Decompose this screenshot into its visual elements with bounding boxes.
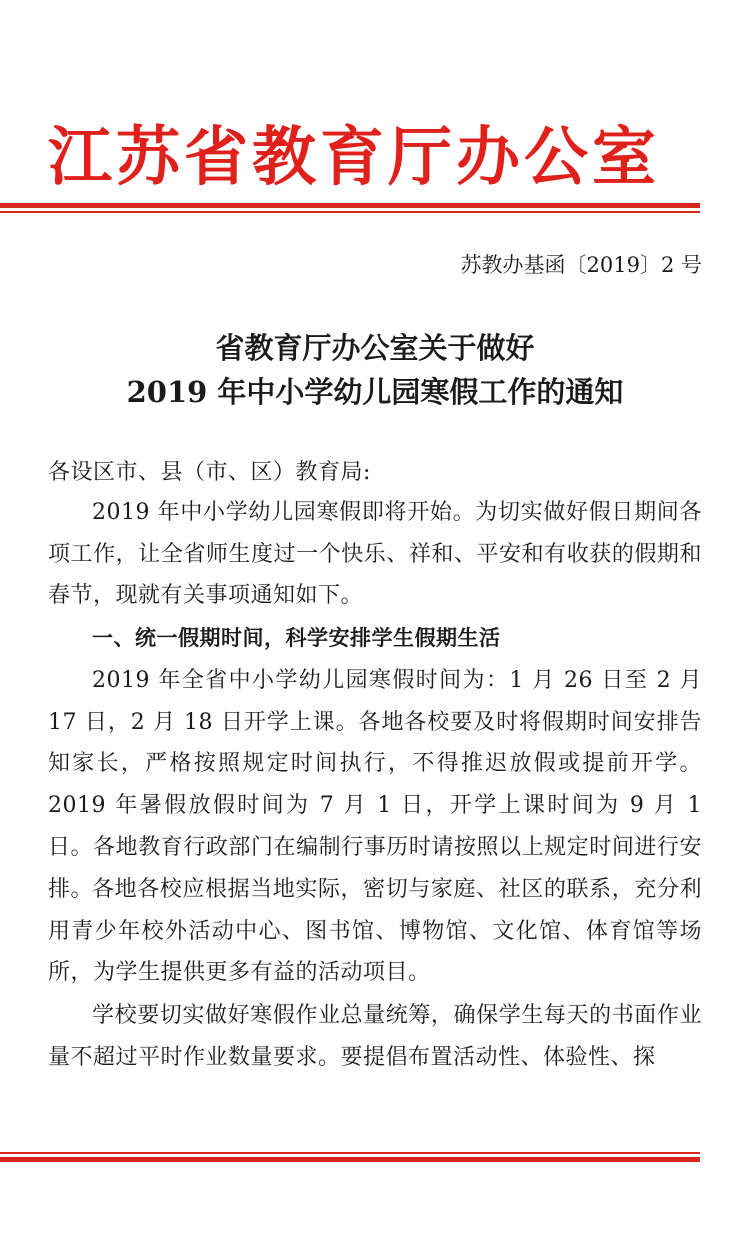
paragraph-intro: 2019 年中小学幼儿园寒假即将开始。为切实做好假日期间各项工作，让全省师生度过一个快乐、祥和、平安和有收获的假期和春节，现就有关事项通知如下。 [48, 500, 702, 609]
footer-rule-thin [0, 1152, 700, 1154]
footer-rule-thick [0, 1157, 700, 1162]
paragraph-holiday-dates: 2019 年全省中小学幼儿园寒假时间为：1 月 26 日至 2 月 17 日，2 月 18 日开学上课。各地各校要及时将假期时间安排告知家长，严格按照规定时间执行，不得推迟放假或提前开学。2019 年暑假放假时间为 7 月 1 日，开学上课时间为 9 月 1 日。各地教育行政部门在编制行事历时请按照以上规定时间进行安排。 [48, 668, 702, 902]
masthead-org-name: 江苏省教育厅办公室 [48, 121, 660, 195]
document-number: 苏教办基函〔2019〕2 号 [460, 253, 702, 277]
addressee: 各设区市、县（市、区）教育局: [48, 460, 371, 485]
document-title-line-1: 省教育厅办公室关于做好 [215, 331, 535, 365]
section-heading-1: 一、统一假期时间，科学安排学生假期生活 [92, 626, 501, 650]
paragraph-activities: 各地各校应根据当地实际，密切与家庭、社区的联系，充分利用青少年校外活动中心、图书馆、博物馆、文化馆、体育馆等场所，为学生提供更多有益的活动项目。 [48, 877, 702, 986]
header-rule-thick [0, 203, 700, 208]
header-rule-thin [0, 211, 700, 213]
paragraph-homework: 学校要切实做好寒假作业总量统筹，确保学生每天的书面作业量不超过平时作业数量要求。要提倡布置活动性、体验性、探 [48, 1003, 702, 1070]
document-title-line-2: 2019 年中小学幼儿园寒假工作的通知 [126, 375, 624, 409]
